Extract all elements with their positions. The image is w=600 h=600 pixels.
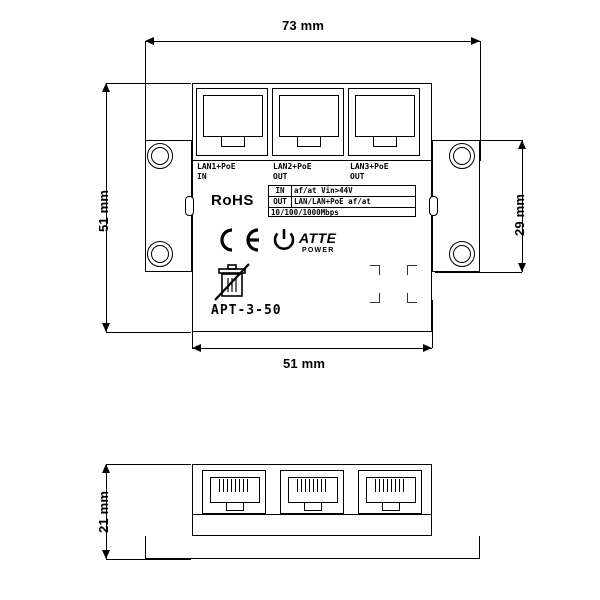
- dim-side-ext-bottom: [106, 559, 191, 560]
- side-view-shelf-line: [192, 514, 432, 515]
- device-side-view-foot: [145, 536, 480, 559]
- side-jack-lan2: [280, 470, 344, 514]
- dim-bottom-51-line: [192, 348, 432, 349]
- side-jack-lan3-key: [382, 503, 400, 511]
- corner-tick-br-v: [379, 293, 380, 303]
- dim-bottom-51-arrow-right: [423, 344, 432, 352]
- port-lan2-notch: [279, 95, 339, 137]
- weee-bin-graphic: [214, 262, 250, 304]
- housing-port-shelf-line: [192, 160, 432, 161]
- port-lan1-label-line2: IN: [197, 172, 207, 181]
- model-number-label: APT-3-50: [211, 303, 282, 318]
- brand-logo: [272, 228, 296, 252]
- dim-bottom-ext-right: [432, 300, 433, 348]
- dim-top-ext-right: [480, 41, 481, 161]
- mounting-hole-bottom-left: [147, 241, 173, 267]
- corner-tick-bl-v: [407, 293, 408, 303]
- dim-side-ext-top: [106, 464, 191, 465]
- dim-right-29-label: 29 mm: [512, 193, 527, 236]
- dim-side-21-label: 21 mm: [96, 490, 111, 533]
- corner-tick-tr-v: [379, 265, 380, 275]
- weee-bin-icon: [214, 262, 250, 304]
- ear-slot-left: [185, 196, 194, 216]
- port-lan3-label-line2: OUT: [350, 172, 365, 181]
- dim-top-73-line: [145, 41, 480, 42]
- side-jack-lan1: [202, 470, 266, 514]
- port-lan2-label-line1: LAN2+PoE: [273, 162, 312, 171]
- side-jack-lan3-pins: [375, 479, 407, 492]
- mounting-hole-top-left: [147, 143, 173, 169]
- ce-mark: [210, 228, 262, 252]
- spec-row-out: [269, 197, 415, 208]
- power-symbol-icon: [272, 228, 296, 252]
- spec-row-in: [269, 186, 415, 197]
- dim-left-51-arrow-down: [102, 323, 110, 332]
- dim-side-21-arrow-up: [102, 464, 110, 473]
- spec-row-speed: [269, 208, 415, 218]
- port-lan2-label-line2: OUT: [273, 172, 288, 181]
- side-jack-lan1-pins: [219, 479, 251, 492]
- port-lan2-tab: [297, 137, 321, 147]
- dim-right-29-arrow-up: [518, 140, 526, 149]
- dim-bottom-51-label: 51 mm: [283, 356, 326, 371]
- ce-mark-icon: [210, 228, 262, 252]
- port-lan1: [196, 88, 268, 156]
- dim-left-51-arrow-up: [102, 83, 110, 92]
- corner-tick-bl-h: [407, 302, 417, 303]
- mounting-hole-bottom-right: [449, 241, 475, 267]
- mounting-hole-top-right: [449, 143, 475, 169]
- dim-bottom-51-arrow-left: [192, 344, 201, 352]
- port-lan3-tab: [373, 137, 397, 147]
- spec-row-out-key: OUT: [269, 197, 292, 207]
- dim-left-ext-top: [106, 83, 191, 84]
- rohs-mark: RoHS: [211, 192, 254, 209]
- port-lan3-notch: [355, 95, 415, 137]
- spec-row-in-key: IN: [269, 186, 292, 196]
- port-lan1-label-line1: LAN1+PoE: [197, 162, 236, 171]
- port-lan2: [272, 88, 344, 156]
- dim-right-29-arrow-down: [518, 263, 526, 272]
- dim-side-21-arrow-down: [102, 550, 110, 559]
- port-lan3: [348, 88, 420, 156]
- side-jack-lan2-key: [304, 503, 322, 511]
- dim-right-ext-bottom: [435, 272, 522, 273]
- spec-row-speed-value: 10/100/1000Mbps: [271, 208, 339, 217]
- dim-top-73-arrow-left: [145, 37, 154, 45]
- port-lan1-notch: [203, 95, 263, 137]
- side-jack-lan2-pins: [297, 479, 329, 492]
- corner-tick-tl-v: [407, 265, 408, 275]
- brand-subtitle: POWER: [302, 247, 335, 254]
- spec-row-in-value: af/at Vin>44V: [294, 186, 353, 195]
- corner-tick-tl-h: [407, 265, 417, 266]
- dim-top-73-arrow-right: [471, 37, 480, 45]
- port-lan1-tab: [221, 137, 245, 147]
- spec-row-out-value: LAN/LAN+PoE af/at: [294, 197, 371, 206]
- port-lan3-label-line1: LAN3+PoE: [350, 162, 389, 171]
- dim-top-73-label: 73 mm: [282, 18, 325, 33]
- spec-table: [268, 185, 416, 217]
- side-jack-lan3: [358, 470, 422, 514]
- side-jack-lan1-key: [226, 503, 244, 511]
- dim-left-51-label: 51 mm: [96, 189, 111, 232]
- dim-left-ext-bottom: [106, 332, 191, 333]
- ear-slot-right: [429, 196, 438, 216]
- brand-name: ATTE: [299, 230, 337, 246]
